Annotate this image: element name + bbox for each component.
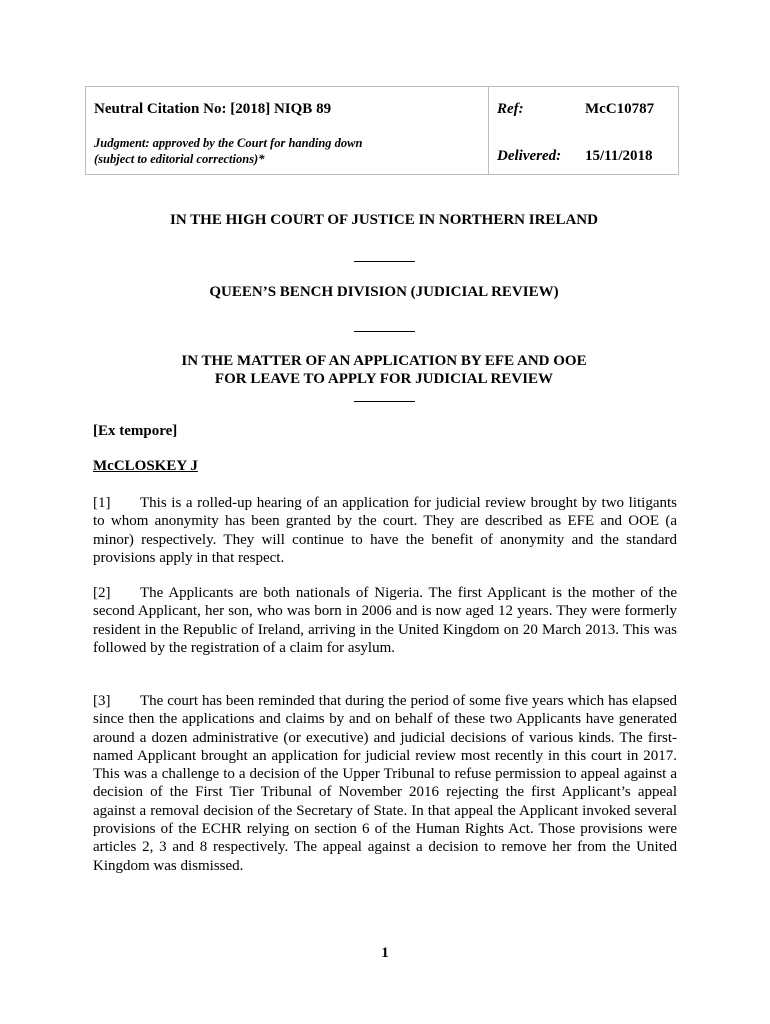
ref-label: Ref: [497,101,524,117]
paragraph-number: [3] [93,693,111,709]
approval-line-2: (subject to editorial corrections)* [94,152,265,166]
paragraph-text: The Applicants are both nationals of Nigeria. The first Applicant is the mother of the second Applicant, her son, who was born in 2006 and is now aged 12 years. They were formerly resident in the Republic of Ireland, arriving in the United Kingdom on 20 March 2013. This was followed by the registration of a claim for asylum. [93,585,677,656]
matter-title [85,352,683,388]
paragraph-text: The court has been reminded that during the period of some five years which has elapsed since then the applications and claims by and on behalf of these two Applicants have generated around a dozen administrative (or executive) and judicial decisions of various kinds. The first-named Applicant brought an application for judicial review most recently in this court in 2017. This was a challenge to a decision of the Upper Tribunal to refuse permission to appeal against a decision of the First Tier Tribunal of November 2016 rejecting the first Applicant’s appeal against a removal decision of the Secretary of State. In that appeal the Applicant invoked several provisions of the ECHR relying on section 6 of the Human Rights Act. Those provisions were articles 2, 3 and 8 respectively. The appeal against a decision to remove her from the United Kingdom was dismissed. [93,693,677,874]
delivered-label: Delivered: [497,148,562,164]
matter-line-2: FOR LEAVE TO APPLY FOR JUDICIAL REVIEW [214,371,554,387]
paragraph-3 [93,692,677,875]
approval-note [94,135,362,167]
paragraph-text: This is a rolled-up hearing of an application for judicial review brought by two litigants to whom anonymity has been granted by the court. They are described as EFE and OOE (a minor) respectively. They will continue to have the benefit of anonymity and the standard provisions apply in that respect. [93,495,677,566]
paragraph-2 [93,584,677,657]
divider-rule [354,331,415,332]
ex-tempore-label: [Ex tempore] [93,423,178,439]
judge-name: McCLOSKEY J [93,458,198,474]
delivered-value: 15/11/2018 [585,148,653,164]
court-title: IN THE HIGH COURT OF JUSTICE IN NORTHERN IRELAND [170,212,598,228]
paragraph-1 [93,494,677,567]
approval-line-1: Judgment: approved by the Court for handing down [94,136,363,150]
matter-line-1: IN THE MATTER OF AN APPLICATION BY EFE AND OOE [181,353,587,369]
neutral-citation: Neutral Citation No: [2018] NIQB 89 [94,101,332,117]
header-left-cell [86,87,489,174]
header-box [85,86,679,175]
ref-value: McC10787 [585,101,655,117]
divider-rule [354,261,415,262]
division-title: QUEEN’S BENCH DIVISION (JUDICIAL REVIEW) [209,284,559,300]
divider-rule [354,401,415,402]
page-number: 1 [381,945,389,961]
paragraph-number: [2] [93,585,111,601]
paragraph-number: [1] [93,495,111,511]
